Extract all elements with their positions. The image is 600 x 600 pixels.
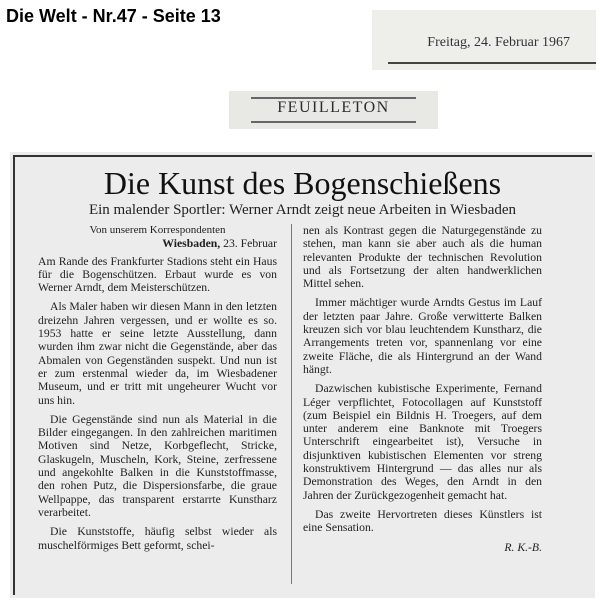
paragraph: nen als Kontrast gegen die Naturgegenstände zu stehen, man kann sie aber auch als die human relevanten Produkte der technischen Revolution und als Fortsetzung der alten handwerklichen Mittel sehen. [303,224,542,291]
column-left [38,224,277,558]
author-initials: R. K.-B. [504,540,542,554]
column-divider [291,224,292,584]
section-rule-bottom [251,121,416,123]
section-clipping [229,91,438,129]
dateline-date: 23. Februar [223,237,277,251]
paragraph: Dazwischen kubistische Experimente, Fernand Léger verpflichtet, Fotocollagen auf Kunststoff (zum Beispiel ein Bildnis H. Troegers, auf dem unter anderem eine Banknote mit Troegers Unterschrift eingearbeitet ist), Versuche in disjunktiven kubistischen Elementen vor streng konstruktivem Hintergrund — das alles nur als Demonstration des Weges, den Arndt in den Jahren der Zurückgezogenheit gemacht hat. [303,382,542,502]
section-label: FEUILLETON [277,99,390,116]
date-clipping [372,10,596,70]
headline: Die Kunst des Bogenschießens [103,165,502,201]
paragraph: Am Rande des Frankfurter Stadions steht ein Haus für die Bogenschützen. Erbaut wurde es von Werner Arndt, dem Meisterschützen. [38,254,277,295]
byline: Von unserem Korrespondenten [89,224,226,236]
subheadline: Ein malender Sportler: Werner Arndt zeigt neue Arbeiten in Wiesbaden [88,202,517,218]
article-rule-left [13,155,15,595]
dateline-place: Wiesbaden, [162,237,221,251]
source-line: Die Welt - Nr.47 - Seite 13 [6,6,221,26]
issue-date: Freitag, 24. Februar 1967 [427,35,570,50]
paragraph: Als Maler haben wir diesen Mann in den letzten dreizehn Jahren vergessen, und er wollte es so. 1953 hatte er seine letzte Ausstellung, dann wurden ihm zwar nicht die Gegenstände, aber das Abmalen von Gegenständen suspekt. Und nun ist er zum erstenmal wieder da, im Wiesbadener Museum, und er tritt mit ungeheurer Wucht vor uns hin. [38,300,277,407]
article-rule-top [13,155,592,157]
column-right [303,224,542,554]
article-clipping [10,152,595,598]
paragraph: Das zweite Hervortreten dieses Künstlers ist eine Sensation. [303,507,542,535]
paragraph: Die Gegenstände sind nun als Material in die Bilder eingegangen. In den zahlreichen maritimen Motiven sind Netze, Korbgeflecht, Stricke, Glaskugeln, Muscheln, Kork, Steine, zerfressene und angekohlte Balken in die Kunststoffmasse, den rohen Putz, die Dispersionsfarbe, die graue Wellpappe, das transparent erstarrte Kunstharz verarbeitet. [38,412,277,519]
dateline [38,237,277,250]
paragraph: Die Kunststoffe, häufig selbst wieder als muschelförmiges Bett geformt, schei- [38,525,277,552]
date-rule [388,62,596,64]
paragraph: Immer mächtiger wurde Arndts Gestus im Lauf der letzten paar Jahre. Große verwitterte Balken kreuzen sich vor blau leuchtendem Kunstharz, die Arrangements treten vor, spannenlang vor eine zweite Fläche, die als Hintergrund an der Wand hängt. [303,296,542,376]
